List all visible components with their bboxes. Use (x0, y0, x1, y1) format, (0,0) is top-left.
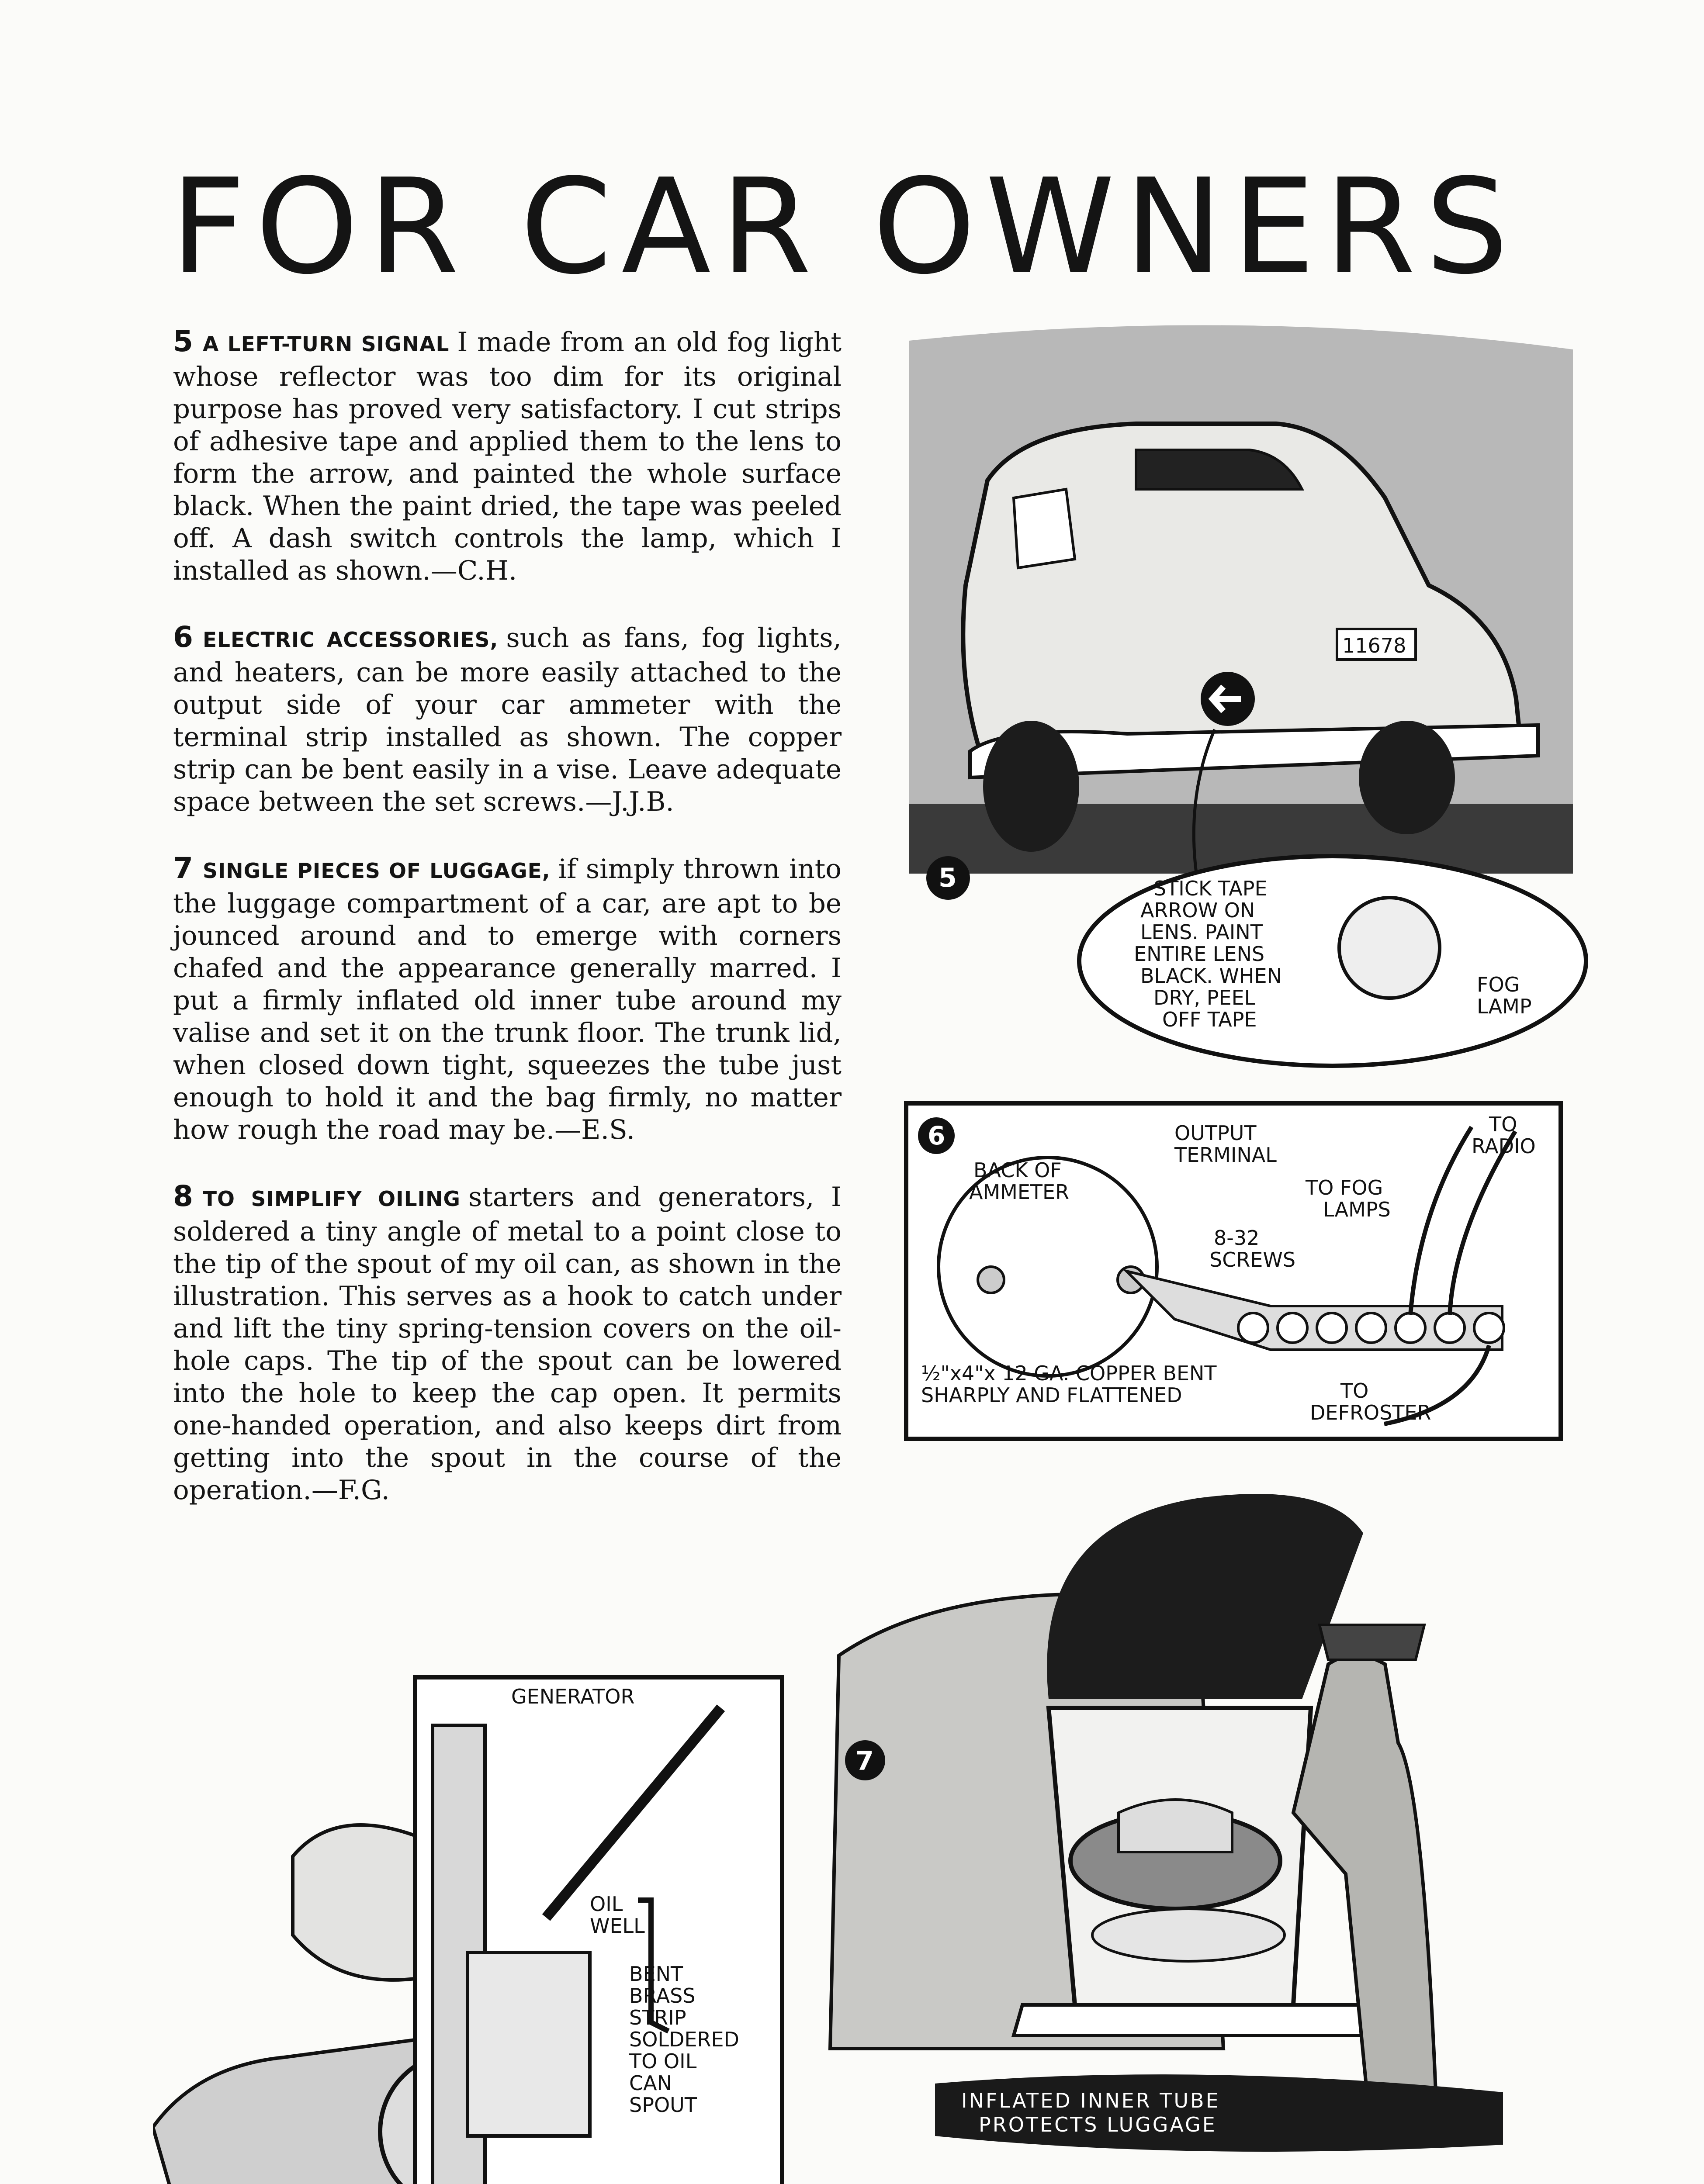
tip-text: if simply thrown into the luggage compartment of a car, are apt to be jounced around and to emerge with corners chafed and the appearance generally marred. I put a firmly inflated old inner tube around my valise and set it on the trunk floor. The trunk lid, when closed down tight, squeezes the tube just enough to hold it and the bag firmly, no matter how rough the road may be.—E.S. (173, 854, 842, 1145)
fog-lamp-icon (1339, 898, 1440, 998)
oil-well-label: OIL WELL (590, 1892, 645, 1938)
plate-number: 11678 (1342, 634, 1406, 657)
copper-strip-label: ½"x4"x 12 GA. COPPER BENT SHARPLY AND FLATTENED (921, 1362, 1217, 1407)
callout-text: STICK TAPE ARROW ON LENS. PAINT ENTIRE LENS BLACK. WHEN DRY, PEEL OFF TAPE (1134, 877, 1282, 1031)
to-defroster-label: TO DEFROSTER (1310, 1379, 1431, 1424)
trunk-illustration (804, 1481, 1590, 2184)
oil-well-housing (468, 1952, 590, 2136)
tip-number: 6 (173, 620, 193, 654)
tip-text: starters and generators, I soldered a tiny angle of metal to a point close to the tip of the spout of my oil can, as shown in the illustration. This serves as a hook to catch under and lift the tiny spring-tension covers on the oil-hole caps. The tip of the spout can be lowered into the hole to keep the cap open. It permits one-handed operation, and also keeps dirt from getting into the spout in the course of the operation.—F.G. (173, 1182, 842, 1506)
rear-bumper (1014, 2005, 1372, 2035)
page-title: FOR CAR OWNERS (170, 151, 1518, 303)
tip-7 (173, 852, 842, 1146)
tip-heading: SINGLE PIECES OF LUGGAGE, (202, 859, 551, 883)
tip-number: 8 (173, 1179, 193, 1213)
tip-5 (173, 325, 842, 587)
trunk-lid (1047, 1494, 1363, 1699)
output-terminal-label: OUTPUT TERMINAL (1174, 1121, 1277, 1167)
to-fog-lamps-label: TO FOG LAMPS (1306, 1176, 1391, 1221)
man-figure (1293, 1655, 1437, 2145)
generator-body (153, 2040, 415, 2184)
valise (1119, 1800, 1232, 1852)
figure-8-oil-can (153, 1673, 786, 2184)
tip-8 (173, 1180, 842, 1507)
car-rear-illustration (891, 314, 1590, 1075)
tip-6 (173, 621, 842, 818)
tip-text: I made from an old fog light whose reflector was too dim for its original purpose has proved very satisfactory. I cut strips of adhesive tape and applied them to the lens to form the arrow, and painted the whole surface black. When the paint dried, the tape was peeled off. A dash switch controls the lamp, which I installed as shown.—C.H. (173, 327, 842, 586)
figure-5-car-rear (891, 314, 1590, 1075)
back-of-ammeter-label: BACK OF AMMETER (969, 1158, 1070, 1204)
to-radio-label: TO RADIO (1472, 1113, 1536, 1158)
rear-tire-right (1359, 721, 1455, 834)
oil-can-illustration (153, 1673, 786, 2184)
hat-icon (1320, 1625, 1424, 1660)
spare-tire (1092, 1909, 1285, 1961)
side-window (1014, 489, 1075, 568)
tip-number: 5 (173, 325, 193, 358)
screws-label: 8-32 SCREWS (1209, 1226, 1296, 1272)
badge-number: 5 (939, 863, 957, 893)
generator-label: GENERATOR (511, 1685, 635, 1708)
tip-heading: A LEFT-TURN SIGNAL (202, 332, 450, 356)
rear-tire-left (983, 721, 1079, 852)
figure-6-ammeter-diagram (904, 1101, 1563, 1441)
ammeter-stud-left (978, 1267, 1004, 1293)
article-column (173, 325, 842, 1541)
brass-strip-label: BENT BRASS STRIP SOLDERED TO OIL CAN SPOUT (629, 1962, 739, 2117)
fog-lamp-label: FOG LAMP (1477, 973, 1532, 1018)
tip-number: 7 (173, 851, 193, 885)
inner-tube-caption: INFLATED INNER TUBE PROTECTS LUGGAGE (961, 2089, 1220, 2136)
tip-heading: ELECTRIC ACCESSORIES, (202, 628, 499, 652)
tip-text: such as fans, fog lights, and heaters, can be more easily attached to the output side of your car ammeter with the terminal strip installed as shown. The copper strip can be bent easily in a vise. Leave adequate space between the set screws.—J.J.B. (173, 622, 842, 817)
tip-heading: TO SIMPLIFY OILING (202, 1187, 461, 1211)
ammeter-diagram (904, 1101, 1563, 1441)
figure-7-trunk (804, 1481, 1590, 2184)
badge-number: 6 (928, 1121, 946, 1151)
badge-number: 7 (855, 1746, 874, 1776)
